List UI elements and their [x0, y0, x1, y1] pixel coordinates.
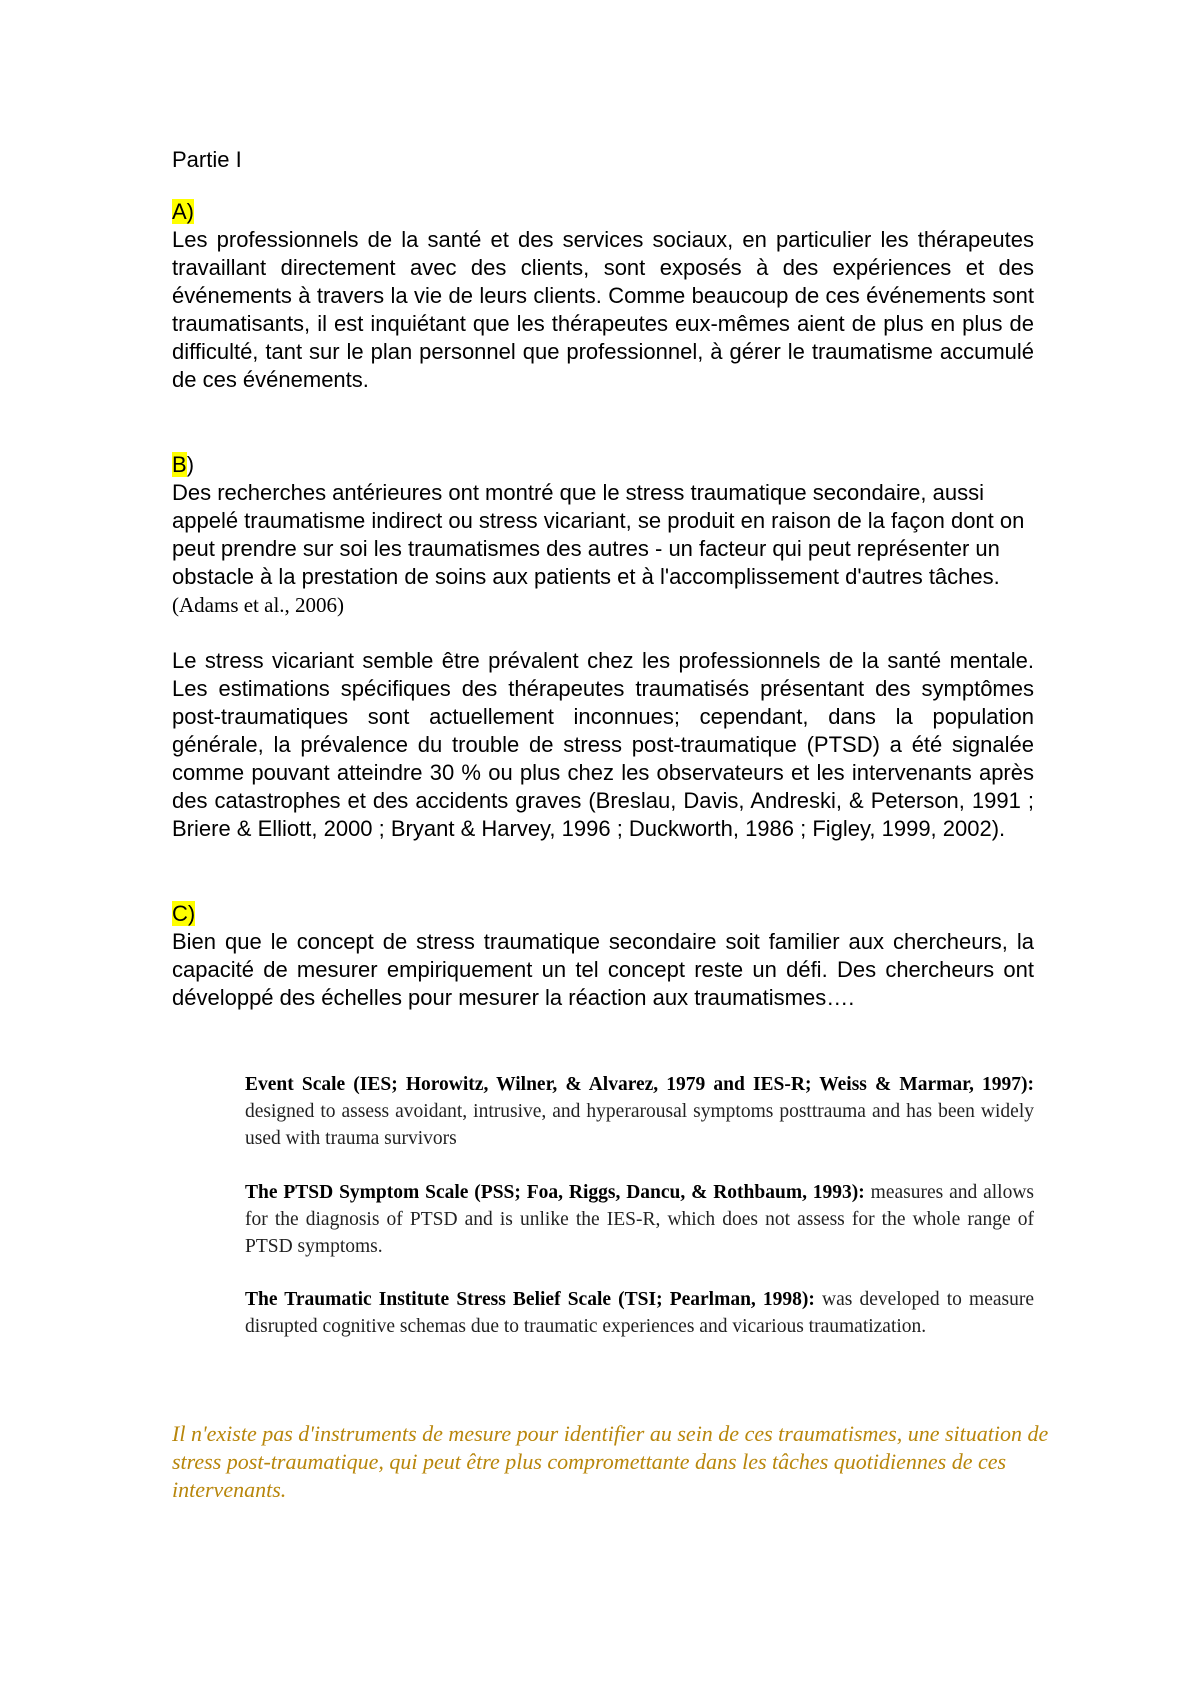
- section-a-text: Les professionnels de la santé et des services sociaux, en particulier les thérapeutes travaillant directement avec des clients, sont exposés à des expériences et des événements à travers la vie de leurs clients. Comme beaucoup de ces événements sont traumatisants, il est inquiétant que les thérapeutes eux-mêmes aient de plus en plus de difficulté, tant sur le plan personnel que professionnel, à gérer le traumatisme accumulé de ces événements.: [172, 227, 1034, 392]
- scale-entry-head: Event Scale (IES; Horowitz, Wilner, & Alvarez, 1979 and IES-R; Weiss & Marmar, 1997):: [245, 1074, 1034, 1095]
- section-b-paragraph-1: [172, 479, 1034, 619]
- scale-entry-ies: [245, 1071, 1034, 1152]
- section-c-text: Bien que le concept de stress traumatique secondaire soit familier aux chercheurs, la capacité de mesurer empiriquement un tel concept reste un défi. Des chercheurs ont développé des échelles pour mesurer la réaction aux traumatismes….: [172, 929, 1034, 1010]
- scale-entry-head: The PTSD Symptom Scale (PSS; Foa, Riggs, Dancu, & Rothbaum, 1993):: [245, 1182, 865, 1203]
- scale-entry-desc: measures and allows for the diagnosis of PTSD and is unlike the IES-R, which does not assess for the whole range of PTSD symptoms.: [245, 1182, 1034, 1257]
- scale-entry-desc: designed to assess avoidant, intrusive, and hyperarousal symptoms posttrauma and has been widely used with trauma survivors: [245, 1101, 1034, 1149]
- section-c: [172, 900, 1034, 1012]
- section-b-label-paren: ): [186, 452, 195, 477]
- section-b-citation: (Adams et al., 2006): [172, 593, 345, 617]
- section-b-paragraph-2: Le stress vicariant semble être prévalent chez les professionnels de la santé mentale. Les estimations spécifiques des thérapeutes traumatisés présentant des symptômes post-traumatiques sont actuellement inconnues; cependant, dans la population générale, la prévalence du trouble de stress post-traumatique (PTSD) a été signalée comme pouvant atteindre 30 % ou plus chez les observateurs et les intervenants après des catastrophes et des accidents graves (Breslau, Davis, Andreski, & Peterson, 1991 ; Briere & Elliott, 2000 ; Bryant & Harvey, 1996 ; Duckworth, 1986 ; Figley, 1999, 2002).: [172, 648, 1034, 841]
- scale-entry-tsi: [245, 1286, 1034, 1340]
- section-b: [172, 451, 1034, 843]
- section-a: [172, 198, 1034, 394]
- scale-entry-head: The Traumatic Institute Stress Belief Scale (TSI; Pearlman, 1998):: [245, 1289, 815, 1310]
- section-b-label-highlight: B: [172, 452, 187, 477]
- section-c-label: C): [172, 901, 196, 926]
- section-b-paragraph-1-text: Des recherches antérieures ont montré que le stress traumatique secondaire, aussi appelé traumatisme indirect ou stress vicariant, se produit en raison de la façon dont on peut prendre sur soi les traumatismes des autres - un facteur qui peut représenter un obstacle à la prestation de soins aux patients et à l'accomplissement d'autres tâches.: [172, 480, 1025, 589]
- conclusion-statement: Il n'existe pas d'instruments de mesure pour identifier au sein de ces traumatismes, une situation de stress post-traumatique, qui peut être plus compromettante dans les tâches quotidiennes de ces intervenants.: [172, 1421, 1049, 1502]
- page-heading: Partie I: [172, 147, 242, 172]
- scale-entry-pss: [245, 1179, 1034, 1260]
- section-b-label: [172, 451, 1034, 479]
- section-a-label: A): [172, 199, 194, 224]
- scale-entry-desc: was developed to measure disrupted cognitive schemas due to traumatic experiences and vicarious traumatization.: [245, 1289, 1034, 1337]
